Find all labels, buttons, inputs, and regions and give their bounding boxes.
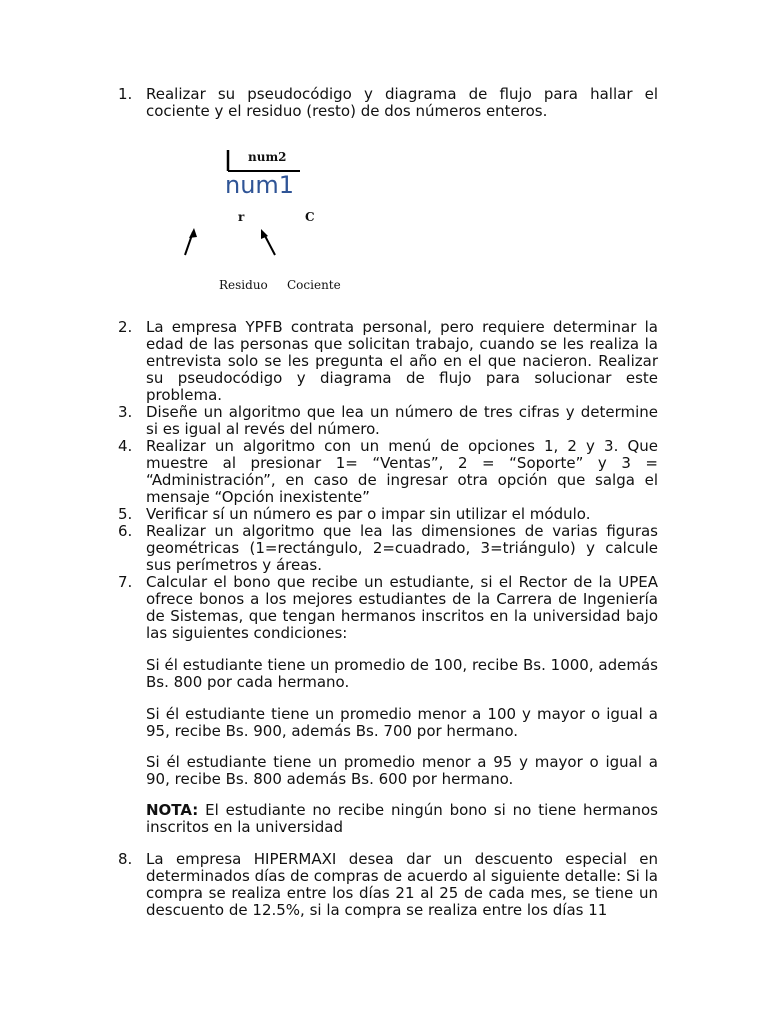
item-number: 6. — [118, 522, 133, 540]
condition-paragraph: Si él estudiante tiene un promedio menor a 100 y mayor o igual a 95, recibe Bs. 900, además Bs. 700 por hermano. — [146, 705, 658, 740]
item-number: 3. — [118, 403, 133, 421]
item-number: 8. — [118, 850, 133, 868]
item-text: Realizar un algoritmo que lea las dimensiones de varias figuras geométricas (1=rectángulo, 2=cuadrado, 3=triángulo) y calcule sus perímetros y áreas. — [146, 522, 658, 574]
quotient-symbol: C — [305, 210, 315, 224]
remainder-symbol: r — [238, 210, 245, 224]
quotient-arrow — [264, 234, 275, 255]
item-number: 2. — [118, 318, 133, 336]
nota-text: El estudiante no recibe ningún bono si no tiene hermanos inscritos en la universidad — [146, 801, 658, 836]
condition-paragraph: Si él estudiante tiene un promedio de 100, recibe Bs. 1000, además Bs. 800 por cada hermano. — [146, 656, 658, 691]
cociente-label: Cociente — [287, 278, 341, 292]
nota-label: NOTA: — [146, 801, 199, 819]
residuo-label: Residuo — [219, 278, 268, 292]
item-text: La empresa HIPERMAXI desea dar un descuento especial en determinados días de compras de acuerdo al siguiente detalle: Si la compra se realiza entre los días 21 al 25 de cada mes, se tiene un descuento de 12.5%, si la compra se realiza entre los días 11 — [146, 850, 658, 919]
item-text: Realizar su pseudocódigo y diagrama de flujo para hallar el cociente y el residuo (resto) de dos números enteros. — [146, 85, 658, 120]
item-text: La empresa YPFB contrata personal, pero requiere determinar la edad de las personas que solicitan trabajo, cuando se les realiza la entrevista solo se les pregunta el año en el que nacieron. Realizar su pseudocódigo y diagrama de flujo para solucionar este problema. — [146, 318, 658, 404]
item-text: Diseñe un algoritmo que lea un número de tres cifras y determine si es igual al revés del número. — [146, 403, 658, 438]
nota-paragraph — [146, 802, 658, 836]
dividend-label: num1 — [225, 171, 295, 199]
divisor-label: num2 — [248, 150, 287, 164]
condition-paragraph: Si él estudiante tiene un promedio menor a 95 y mayor o igual a 90, recibe Bs. 800 además Bs. 600 por hermano. — [146, 753, 658, 788]
division-bracket — [0, 0, 768, 300]
item-text: Verificar sí un número es par o impar sin utilizar el módulo. — [146, 505, 591, 523]
item-text: Calcular el bono que recibe un estudiante, si el Rector de la UPEA ofrece bonos a los mejores estudiantes de la Carrera de Ingeniería de Sistemas, que tengan hermanos inscritos en la universidad bajo las siguientes condiciones: — [146, 573, 658, 642]
item-text: Realizar un algoritmo con un menú de opciones 1, 2 y 3. Que muestre al presionar 1= “Ventas”, 2 = “Soporte” y 3 = “Administración”, en caso de ingresar otra opción que salga el mensaje “Opción inexistente” — [146, 437, 658, 506]
item-number: 4. — [118, 437, 133, 455]
item-number: 5. — [118, 505, 133, 523]
item-number: 1. — [118, 85, 133, 103]
item-number: 7. — [118, 573, 133, 591]
